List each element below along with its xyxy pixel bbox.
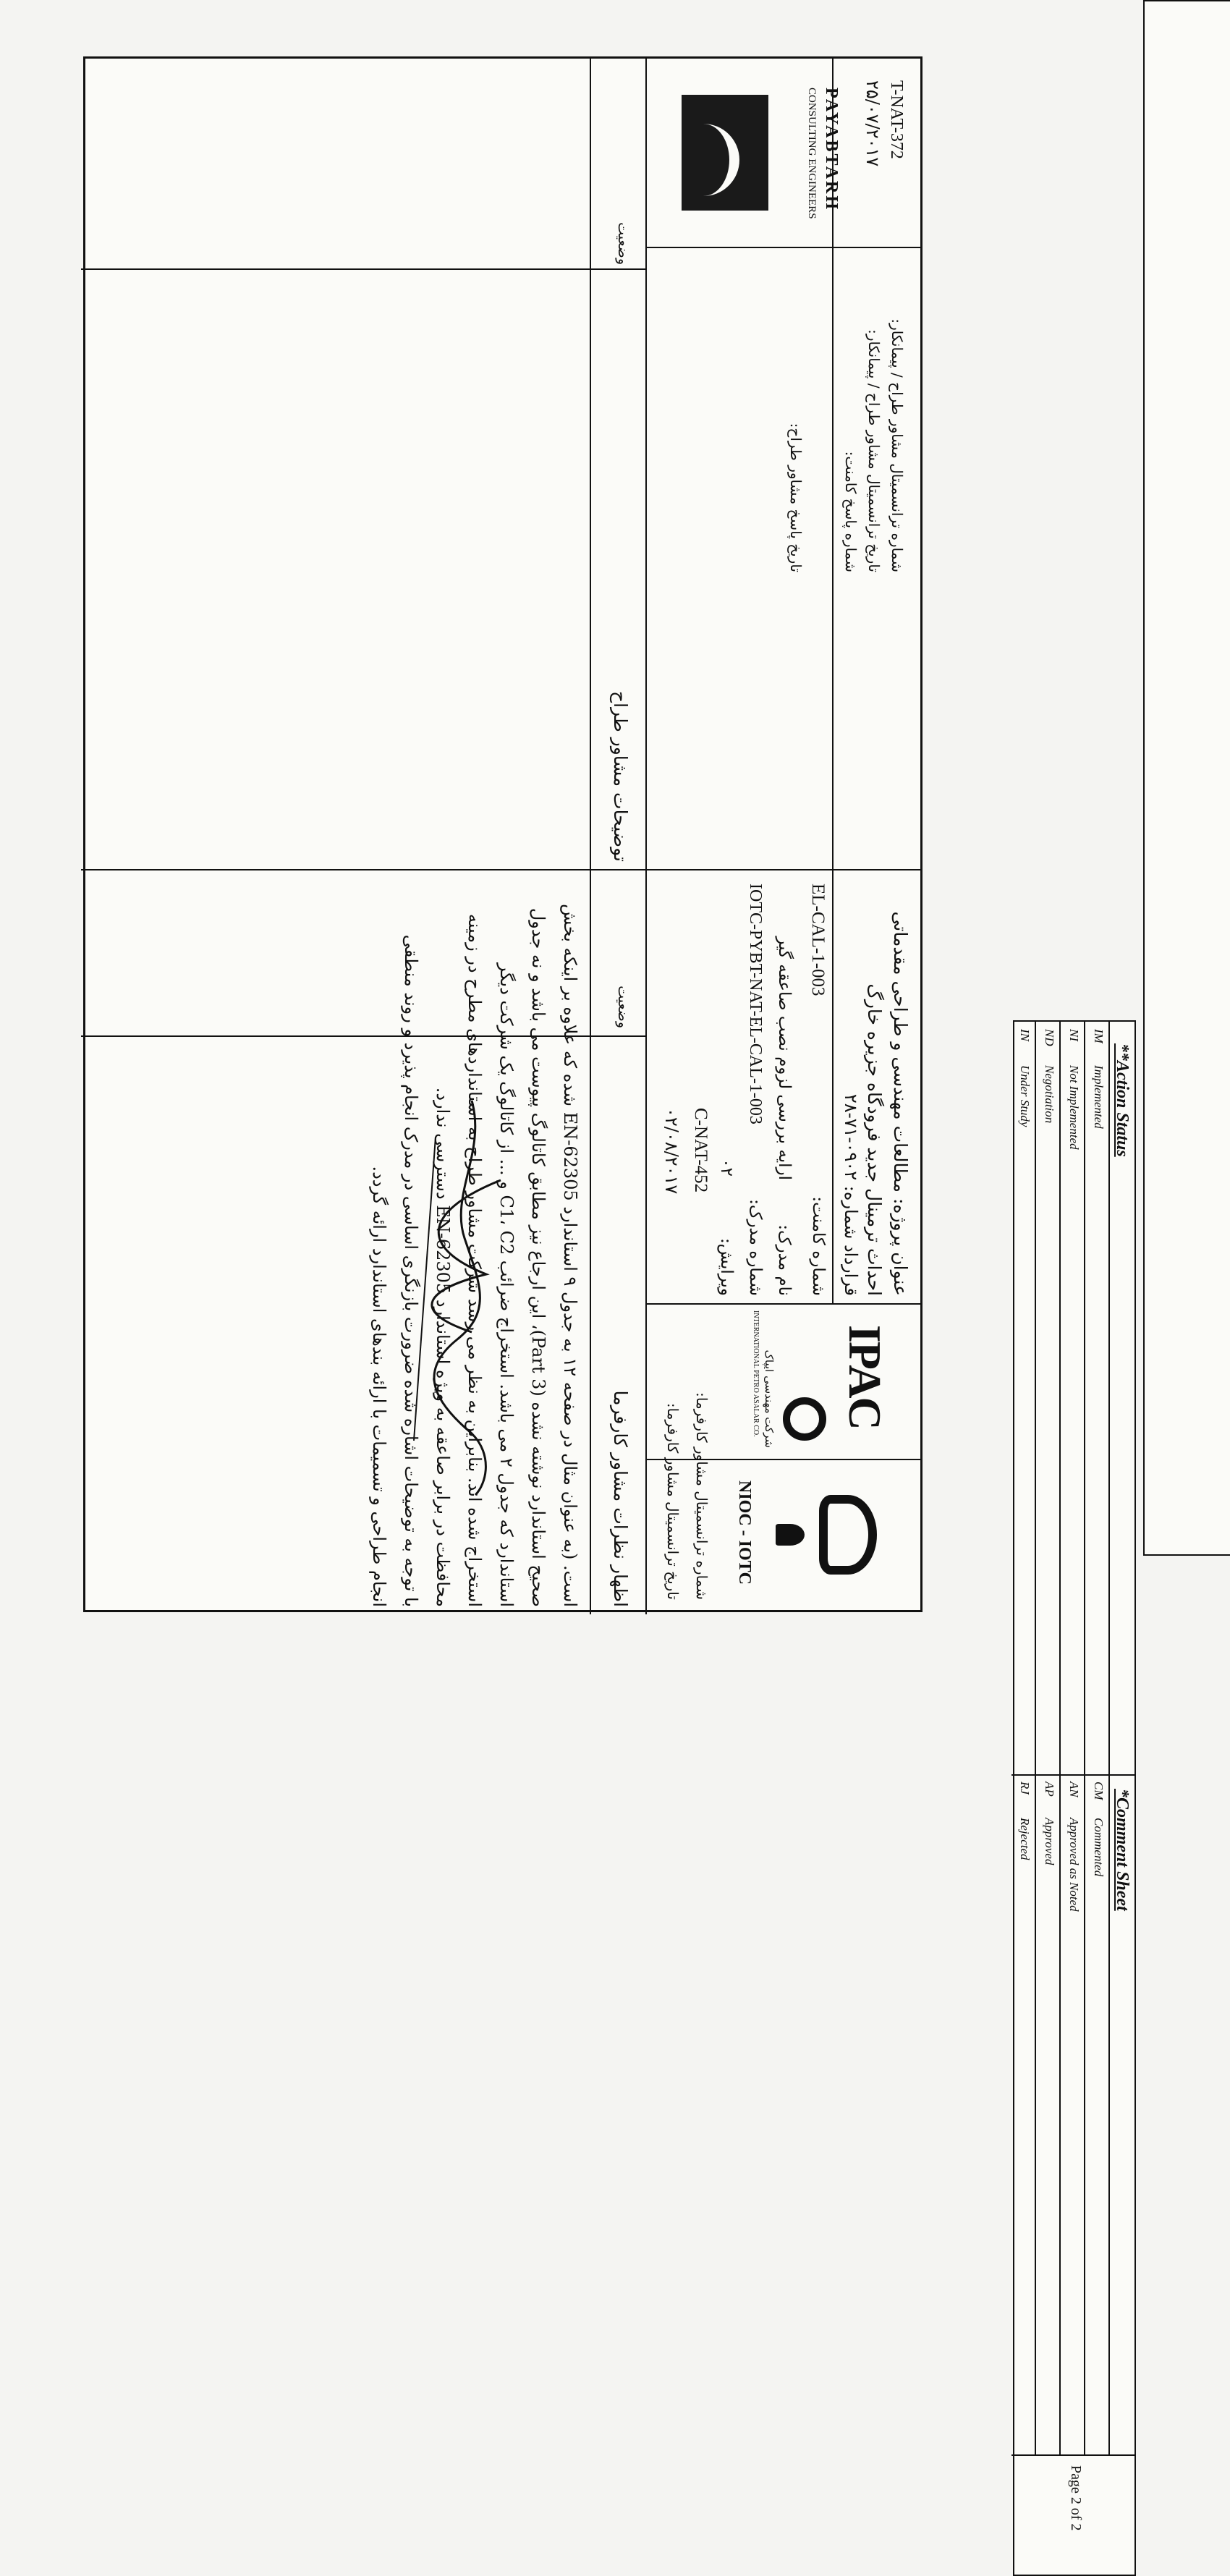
designer-transmittal-no-label: شماره ترانسمیتال مشاور طراح / پیمانکار: — [888, 318, 906, 572]
comment-label: Approved as Noted — [1067, 1818, 1081, 1912]
action-label: Implemented — [1092, 1065, 1106, 1129]
reply-no-label: شماره پاسخ کامنت: — [842, 451, 860, 572]
ipac-emblem-icon — [783, 1397, 826, 1441]
designer-name: PAYABTARH — [822, 88, 841, 212]
page-number: Page 2 of 2 — [1068, 2465, 1084, 2531]
divider — [1011, 2454, 1134, 2456]
comment-line: صحیح استاندارد نوشته نشده (Part 3)، این ارجاع نیز مطابق کاتالوگ پیوست می باشد و نه جدول — [528, 907, 548, 1607]
comment-sheet-form — [83, 56, 922, 1612]
comment-line: محافظت در برابر صاعقه به ویژه استاندارد EN-62305 دسترسی ندارد. — [433, 1087, 453, 1607]
divider — [647, 1459, 920, 1460]
comment-line: انجام طراحی و تسمیمات با ارائه بندهای استاندارد ارائه گردد. — [369, 1166, 389, 1607]
designer-transmittal-no: T-NAT-372 — [887, 80, 906, 159]
doc-name-label: نام مدرک: — [775, 1224, 794, 1296]
comment-line: با توجه به توضیحات اشاره شده ضرورت بازنگری اساسی در مدرک انجام پذیرد و روند منطقی — [401, 934, 421, 1607]
action-code: IN — [1018, 1029, 1032, 1041]
nioc-emblem-icon — [819, 1495, 877, 1575]
comment-no: EL-CAL-1-003 — [808, 884, 828, 996]
divider — [1084, 1022, 1085, 2454]
header-divider — [645, 59, 647, 1614]
client-transmittal-no-label: شماره ترانسمیتال مشاور کارفرما: — [693, 1392, 711, 1600]
signature — [385, 1093, 515, 1499]
reply-date-label: تاریخ پاسخ مشاور طراح: — [787, 423, 805, 572]
comment-code: RJ — [1018, 1781, 1032, 1795]
doc-no: IOTC-PYBT-NAT-EL-CAL-1-003 — [746, 884, 765, 1124]
divider — [81, 869, 920, 870]
comment-line: استاندارد که جدول ۲ می باشد. استخراج ضرائب C1، C2 و ... از کاتالوگ یک شرکت دیگر — [496, 963, 517, 1607]
doc-no-label: شماره مدرک: — [746, 1199, 765, 1296]
comment-label: Rejected — [1018, 1818, 1032, 1860]
status-col-header-mid: وضعیت — [615, 986, 631, 1028]
action-code: IM — [1092, 1029, 1106, 1043]
action-status-title: **Action Status — [1113, 1043, 1132, 1157]
ipac-logo-fa: شرکت مهندسی ایپاک — [763, 1350, 776, 1448]
divider — [1035, 1022, 1036, 2454]
action-code: NI — [1067, 1029, 1081, 1041]
column-header-divider — [590, 59, 591, 1614]
divider — [1108, 1022, 1110, 2454]
client-transmittal-no: C-NAT-452 — [691, 1108, 711, 1193]
client-transmittal-date: ۰۲/۰۸/۲۰۱۷ — [661, 1108, 682, 1195]
comment-code: AP — [1043, 1781, 1056, 1797]
divider — [1011, 1774, 1134, 1776]
legend-area — [1143, 1028, 1230, 1881]
ipac-logo-name: IPAC — [839, 1325, 891, 1429]
client-comments-header: اظهار نظرات مشاور کارفرما — [610, 1390, 631, 1607]
revision-label: ویرایش: — [717, 1237, 736, 1296]
designer-transmittal-date: ۲۵/۰۷/۲۰۱۷ — [862, 80, 883, 167]
comment-sheet-title: *Comment Sheet — [1113, 1789, 1132, 1911]
divider — [81, 268, 647, 270]
contract-no: قرارداد شماره: ۰۹۰۲-۷۱-۲۸ — [841, 1093, 861, 1296]
comment-line: استخراج شده اند. بنابراین به نظر می رسد شرکت مشاور طراح به استانداردهای مطرح در زمینه — [465, 913, 485, 1607]
divider — [647, 247, 920, 248]
action-label: Negotiation — [1043, 1065, 1056, 1124]
revision: ۰۲ — [717, 1158, 736, 1177]
action-label: Not Implemented — [1067, 1065, 1081, 1150]
action-code: ND — [1043, 1029, 1056, 1046]
designer-sub: CONSULTING ENGINEERS — [806, 88, 818, 219]
comment-no-label: شماره کامنت: — [809, 1196, 828, 1296]
crown-icon — [776, 1524, 805, 1546]
divider — [832, 869, 834, 1303]
divider — [1059, 1022, 1061, 2454]
designer-transmittal-date-label: تاریخ ترانسمیتال مشاور طراح / پیمانکار: — [865, 329, 883, 572]
payabtarh-logo-mark — [682, 95, 768, 211]
comment-code: AN — [1067, 1781, 1081, 1797]
nioc-logo — [660, 1466, 906, 1607]
comment-line: است. (به عنوان مثال در صفحه ۱۲ به جدول ۹ استاندارد EN-62305 شده که علاوه بر اینکه بخش — [560, 904, 580, 1607]
legend-table — [1143, 0, 1230, 1556]
divider — [647, 1303, 920, 1305]
nioc-logo-text: NIOC - IOTC — [735, 1480, 754, 1585]
action-label: Under Study — [1018, 1065, 1032, 1127]
designer-notes-header: توضیحات مشاور طراح — [610, 690, 631, 862]
ipac-logo-en: INTERNATIONAL PETRO ASALAR CO. — [752, 1310, 760, 1437]
client-transmittal-date-label: تاریخ ترانسمیتال مشاور کارفرما: — [664, 1402, 682, 1600]
doc-name: ارایه بررسی لزوم نصب صاعقه گیر — [775, 936, 794, 1180]
action-status-legend — [1013, 1020, 1136, 2576]
comment-label: Commented — [1092, 1818, 1106, 1877]
comment-label: Approved — [1043, 1818, 1056, 1865]
project-title: عنوان پروژه: مطالعات مهندسی و طراحی مقدماتی احداث ترمینال جدید فرودگاه جزیره خارگ — [864, 911, 911, 1296]
status-col-header-left: وضعیت — [615, 222, 631, 265]
comment-code: CM — [1092, 1781, 1106, 1800]
